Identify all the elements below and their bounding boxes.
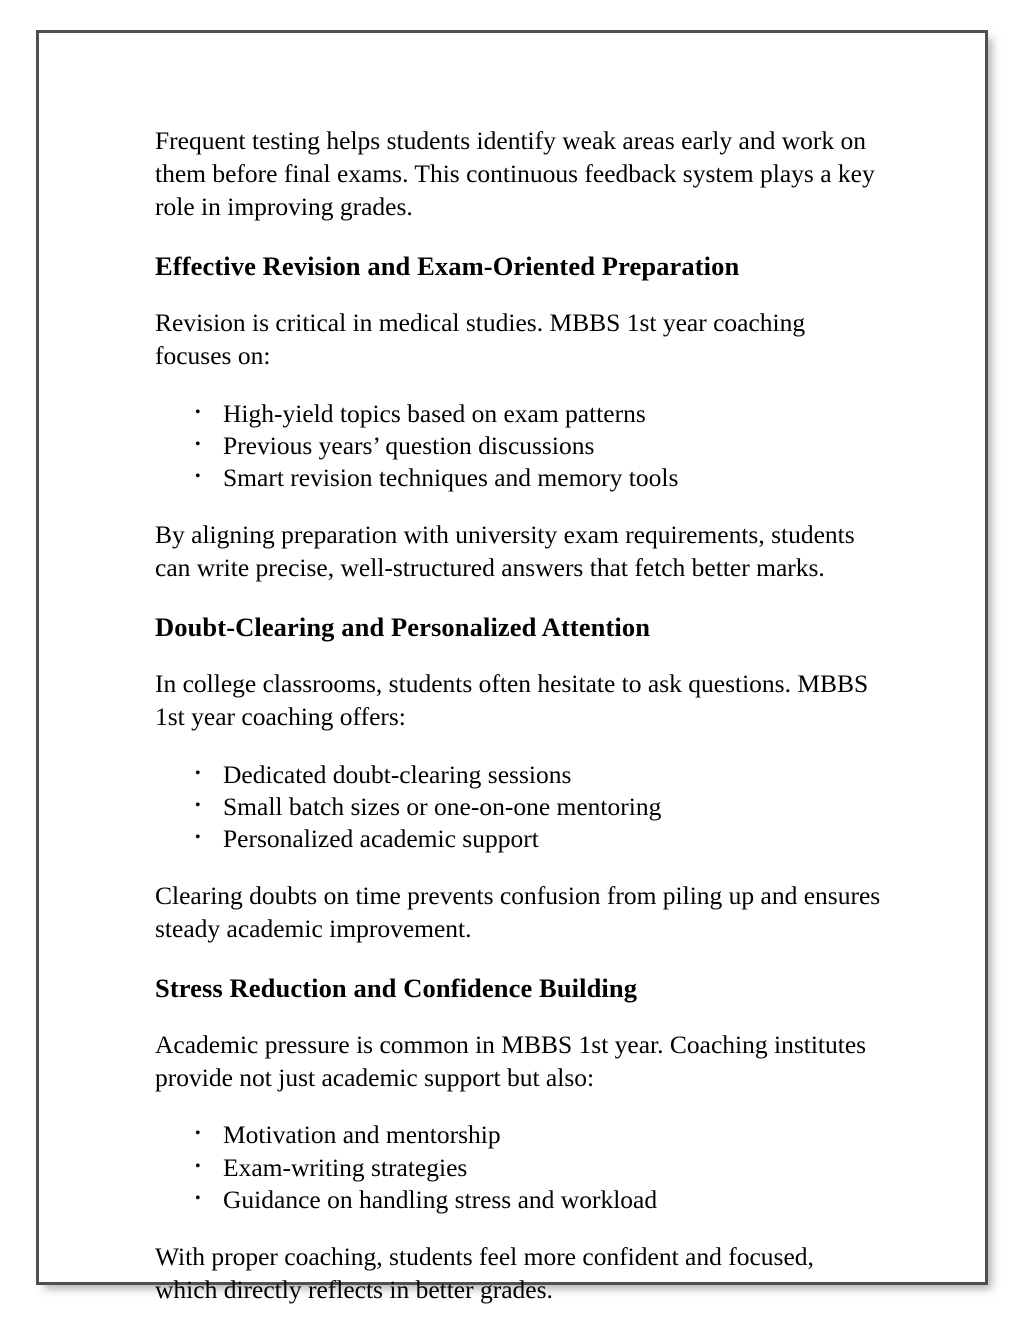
doubt-list bbox=[155, 760, 881, 854]
list-item: • Smart revision techniques and memory tools bbox=[189, 463, 881, 493]
page-sheet bbox=[36, 30, 988, 1304]
document-body bbox=[155, 125, 881, 1306]
heading-doubt-clearing: Doubt-Clearing and Personalized Attention bbox=[155, 611, 651, 642]
revision-closing-paragraph: By aligning preparation with university exam requirements, students can write precise, well-structured answers that fetch better marks. bbox=[155, 519, 855, 582]
stress-closing-paragraph: With proper coaching, students feel more confident and focused, which directly reflects in better grades. bbox=[155, 1241, 814, 1304]
stress-list bbox=[155, 1120, 881, 1214]
list-item: • Motivation and mentorship bbox=[189, 1120, 881, 1150]
revision-list bbox=[155, 399, 881, 493]
heading-revision: Effective Revision and Exam-Oriented Preparation bbox=[155, 250, 740, 281]
revision-lead-paragraph: Revision is critical in medical studies. MBBS 1st year coaching focuses on: bbox=[155, 307, 806, 370]
list-item: • Previous years’ question discussions bbox=[189, 431, 881, 461]
intro-paragraph: Frequent testing helps students identify weak areas early and work on them before final exams. This continuous feedback system plays a key role in improving grades. bbox=[155, 126, 875, 221]
list-item: • Small batch sizes or one-on-one mentoring bbox=[189, 792, 881, 822]
heading-stress-reduction: Stress Reduction and Confidence Building bbox=[155, 972, 638, 1003]
list-item: • High-yield topics based on exam patterns bbox=[189, 399, 881, 429]
stress-lead-paragraph: Academic pressure is common in MBBS 1st year. Coaching institutes provide not just academic support but also: bbox=[155, 1029, 867, 1092]
list-item: • Personalized academic support bbox=[189, 824, 881, 854]
doubt-closing-paragraph: Clearing doubts on time prevents confusion from piling up and ensures steady academic improvement. bbox=[155, 880, 881, 943]
list-item: • Guidance on handling stress and workload bbox=[189, 1185, 881, 1215]
doubt-lead-paragraph: In college classrooms, students often hesitate to ask questions. MBBS 1st year coaching offers: bbox=[155, 668, 869, 731]
list-item: • Exam-writing strategies bbox=[189, 1153, 881, 1183]
list-item: • Dedicated doubt-clearing sessions bbox=[189, 760, 881, 790]
